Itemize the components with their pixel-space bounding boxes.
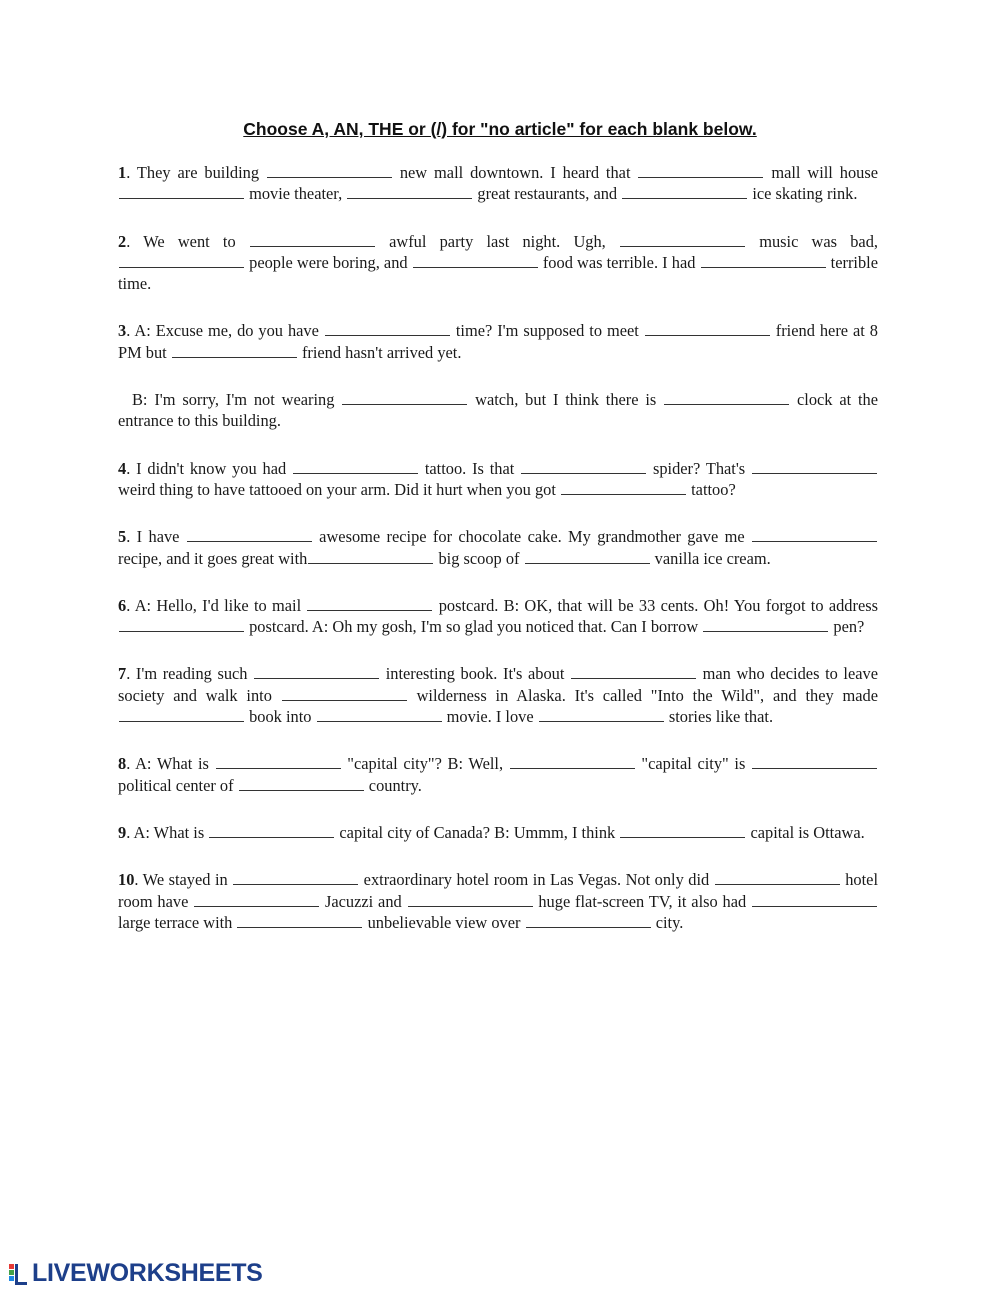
answer-blank[interactable] (172, 343, 297, 358)
answer-blank[interactable] (413, 253, 538, 268)
question-text: terrible time. (118, 252, 878, 294)
question-text: "capital city" is (635, 754, 752, 774)
question-text: friend here at 8 PM but (118, 321, 879, 362)
question-text: movie theater, (245, 184, 347, 204)
question-number: 2 (118, 231, 127, 251)
answer-blank[interactable] (317, 707, 442, 722)
answer-blank[interactable] (525, 549, 650, 564)
answer-blank[interactable] (119, 184, 244, 199)
question-item (118, 822, 878, 843)
question-text: . I didn't know you had (126, 458, 293, 478)
answer-blank[interactable] (233, 870, 358, 885)
question-text: Jacuzzi and (320, 891, 407, 911)
question-text: music was bad, (745, 231, 879, 251)
question-text: movie. I love (442, 707, 538, 727)
question-text: recipe, and it goes great with (118, 548, 308, 568)
answer-blank[interactable] (209, 823, 334, 838)
answer-blank[interactable] (347, 184, 472, 199)
question-number: 3 (118, 321, 127, 341)
question-text: . We stayed in (134, 870, 233, 890)
answer-blank[interactable] (752, 459, 877, 474)
question-text: man who decides to leave society and walk into (118, 664, 878, 705)
answer-blank[interactable] (308, 549, 433, 564)
question-text: awesome recipe for chocolate cake. My grandmother gave me (312, 527, 752, 547)
question-number: 7 (118, 664, 127, 684)
logo-text: LIVEWORKSHEETS (32, 1259, 263, 1287)
question-text: "capital city"? B: Well, (341, 754, 509, 774)
question-number: 1 (118, 163, 127, 182)
question-text: . I'm reading such (126, 664, 254, 684)
question-text: city. (651, 912, 684, 932)
question-text: capital is Ottawa. (746, 822, 865, 842)
question-text: clock at the entrance to this building. (118, 390, 879, 431)
answer-blank[interactable] (342, 390, 467, 405)
answer-blank[interactable] (638, 163, 763, 178)
question-text: B: I'm sorry, I'm not wearing (132, 390, 342, 410)
question-text: awful party last night. Ugh, (375, 231, 619, 251)
question-text: food was terrible. I had (538, 252, 700, 272)
answer-blank[interactable] (622, 184, 747, 199)
question-text: . A: Excuse me, do you have (126, 321, 324, 341)
answer-blank[interactable] (119, 707, 244, 722)
question-text: watch, but I think there is (468, 390, 664, 410)
question-text: time? I'm supposed to meet (450, 321, 644, 341)
answer-blank[interactable] (250, 232, 375, 247)
question-number: 10 (118, 870, 135, 890)
question-text: stories like that. (664, 707, 774, 727)
answer-blank[interactable] (715, 870, 840, 885)
question-item (118, 595, 878, 638)
answer-blank[interactable] (267, 163, 392, 178)
answer-blank[interactable] (194, 892, 319, 907)
question-text: new mall downtown. I heard that (392, 163, 638, 182)
answer-blank[interactable] (752, 892, 877, 907)
question-text: large terrace with (118, 912, 237, 932)
question-text: hotel room have (118, 870, 878, 911)
question-item (118, 320, 878, 363)
question-text: interesting book. It's about (380, 664, 571, 684)
question-text: capital city of Canada? B: Ummm, I think (335, 822, 620, 842)
question-number: 5 (118, 527, 127, 547)
answer-blank[interactable] (187, 527, 312, 542)
question-item (118, 458, 878, 501)
answer-blank[interactable] (510, 754, 635, 769)
question-text: pen? (829, 617, 865, 637)
answer-blank[interactable] (620, 232, 745, 247)
answer-blank[interactable] (237, 913, 362, 928)
answer-blank[interactable] (664, 390, 789, 405)
question-list (118, 162, 878, 959)
liveworksheets-logo-icon (8, 1260, 30, 1286)
question-item (118, 753, 878, 796)
answer-blank[interactable] (571, 664, 696, 679)
question-item (118, 389, 878, 432)
answer-blank[interactable] (561, 480, 686, 495)
question-text: wilderness in Alaska. It's called "Into the Wild", and they made (407, 685, 878, 705)
worksheet-title: Choose A, AN, THE or (/) for "no article" for each blank below. (243, 119, 757, 139)
question-text: friend hasn't arrived yet. (297, 342, 462, 362)
question-text: . A: What is (126, 754, 215, 774)
answer-blank[interactable] (282, 686, 407, 701)
answer-blank[interactable] (620, 823, 745, 838)
question-text: . They are building (126, 163, 266, 182)
answer-blank[interactable] (539, 707, 664, 722)
answer-blank[interactable] (521, 459, 646, 474)
question-number: 6 (118, 595, 127, 615)
footer-logo (8, 1259, 263, 1287)
question-number: 8 (118, 754, 127, 774)
question-text: great restaurants, and (473, 184, 622, 204)
question-item (118, 663, 878, 727)
answer-blank[interactable] (701, 253, 826, 268)
question-text: people were boring, and (245, 252, 412, 272)
question-text: political center of (118, 775, 238, 795)
question-text: unbelievable view over (363, 912, 525, 932)
question-text: ice skating rink. (748, 184, 858, 204)
answer-blank[interactable] (119, 617, 244, 632)
question-text: big scoop of (434, 548, 524, 568)
question-text: . I have (126, 527, 186, 547)
answer-blank[interactable] (216, 754, 341, 769)
question-text: huge flat-screen TV, it also had (533, 891, 752, 911)
answer-blank[interactable] (526, 913, 651, 928)
question-text: postcard. A: Oh my gosh, I'm so glad you noticed that. Can I borrow (245, 617, 703, 637)
question-text: spider? That's (647, 458, 752, 478)
question-text: extraordinary hotel room in Las Vegas. Not only did (359, 870, 714, 890)
question-text: mall will house (764, 163, 878, 182)
answer-blank[interactable] (408, 892, 533, 907)
answer-blank[interactable] (325, 321, 450, 336)
question-text: . A: What is (126, 822, 209, 842)
question-text: . We went to (126, 231, 249, 251)
answer-blank[interactable] (119, 253, 244, 268)
answer-blank[interactable] (645, 321, 770, 336)
question-text: . A: Hello, I'd like to mail (126, 595, 307, 615)
answer-blank[interactable] (752, 754, 877, 769)
question-item (118, 162, 878, 205)
question-item (118, 869, 878, 933)
question-text: tattoo? (687, 479, 736, 499)
question-text: weird thing to have tattooed on your arm. Did it hurt when you got (118, 479, 561, 499)
answer-blank[interactable] (254, 664, 379, 679)
answer-blank[interactable] (307, 596, 432, 611)
answer-blank[interactable] (293, 459, 418, 474)
question-text: book into (245, 707, 316, 727)
question-item (118, 526, 878, 569)
question-text: vanilla ice cream. (650, 548, 771, 568)
answer-blank[interactable] (239, 776, 364, 791)
question-number: 9 (118, 822, 127, 842)
question-number: 4 (118, 458, 127, 478)
question-item (118, 231, 878, 295)
question-text: postcard. B: OK, that will be 33 cents. Oh! You forgot to address (433, 595, 878, 615)
question-text: country. (364, 775, 422, 795)
answer-blank[interactable] (752, 527, 877, 542)
answer-blank[interactable] (703, 617, 828, 632)
question-text: tattoo. Is that (419, 458, 521, 478)
